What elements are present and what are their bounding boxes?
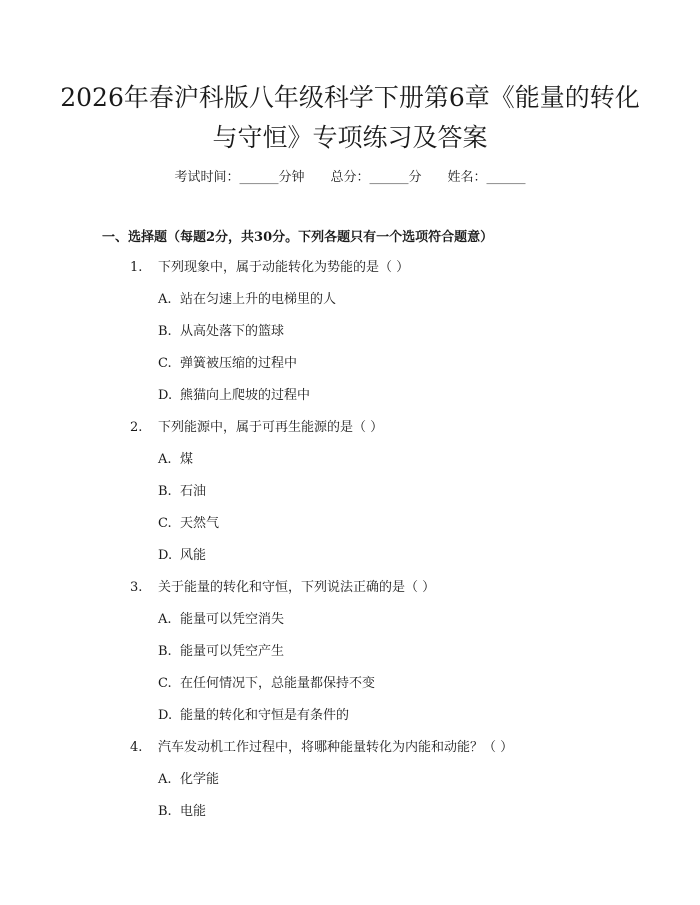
question-item [0,738,700,770]
option-letter: A. [158,292,172,307]
option-text: 弹簧被压缩的过程中 [180,356,298,371]
option-letter: C. [158,356,172,371]
option-item [0,674,700,706]
option-text: 天然气 [180,516,220,531]
question-text: 关于能量的转化和守恒，下列说法正确的是（ ） [158,580,436,595]
option-text: 熊猫向上爬坡的过程中 [180,388,311,403]
option-letter: B. [158,484,172,499]
option-letter: D. [158,708,173,723]
option-item [0,706,700,738]
option-letter: D. [158,388,173,403]
option-text: 能量可以凭空消失 [180,612,285,627]
option-item [0,322,700,354]
option-letter: C. [158,516,172,531]
question-number: 2. [130,420,143,435]
student-name-label: 姓名：______ [447,170,526,185]
exam-meta [0,168,700,188]
option-item [0,354,700,386]
option-item [0,450,700,482]
option-letter: D. [158,548,173,563]
option-item [0,386,700,418]
option-item [0,546,700,578]
option-text: 能量可以凭空产生 [180,644,285,659]
option-text: 风能 [180,548,207,563]
option-text: 站在匀速上升的电梯里的人 [180,292,337,307]
option-item [0,482,700,514]
question-text: 下列能源中，属于可再生能源的是（ ） [158,420,384,435]
option-text: 能量的转化和守恒是有条件的 [180,708,350,723]
option-text: 在任何情况下，总能量都保持不变 [180,676,376,691]
option-item [0,514,700,546]
option-letter: B. [158,324,172,339]
question-item [0,578,700,610]
total-score-label: 总分：______分 [330,170,422,185]
option-letter: C. [158,676,172,691]
section-heading: 一、选择题（每题2分，共30分。下列各题只有一个选项符合题意） [102,230,494,245]
question-number: 3. [130,580,143,595]
option-item [0,770,700,802]
document-title: 2026年春沪科版八年级科学下册第6章《能量的转化与守恒》专项练习及答案 [60,83,640,152]
option-item [0,610,700,642]
option-text: 煤 [180,452,194,467]
option-item [0,802,700,834]
option-letter: A. [158,772,172,787]
option-letter: B. [158,644,172,659]
option-letter: A. [158,612,172,627]
question-number: 4. [130,740,143,755]
option-text: 化学能 [180,772,220,787]
option-letter: B. [158,804,172,819]
option-text: 石油 [180,484,207,499]
question-number: 1. [130,260,143,275]
option-letter: A. [158,452,172,467]
question-text: 汽车发动机工作过程中，将哪种能量转化为内能和动能？（ ） [158,740,514,755]
question-text: 下列现象中，属于动能转化为势能的是（ ） [158,260,410,275]
option-item [0,290,700,322]
question-item [0,258,700,290]
option-text: 电能 [180,804,207,819]
question-item [0,418,700,450]
option-item [0,642,700,674]
question-list [0,258,700,834]
exam-time-label: 考试时间：______分钟 [174,170,305,185]
option-text: 从高处落下的篮球 [180,324,285,339]
